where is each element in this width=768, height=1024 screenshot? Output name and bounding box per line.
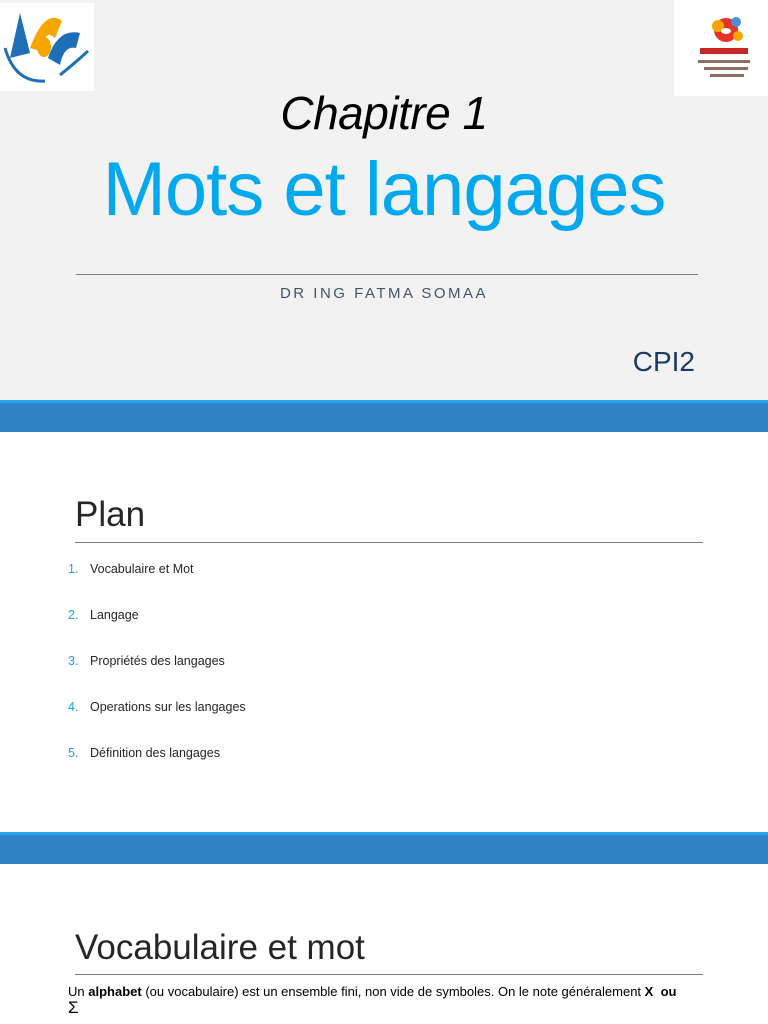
plan-item-label: Vocabulaire et Mot — [90, 562, 194, 576]
definition-term: alphabet — [88, 984, 142, 999]
vocab-divider — [75, 974, 703, 975]
plan-divider — [75, 542, 703, 543]
institute-logo — [674, 0, 768, 96]
plan-item-label: Operations sur les langages — [90, 700, 246, 714]
title-slide — [0, 0, 768, 400]
plan-item — [68, 562, 246, 608]
symbol-sigma: Σ — [68, 998, 79, 1017]
plan-item-label: Définition des langages — [90, 746, 220, 760]
plan-item-number: 3. — [68, 654, 79, 668]
plan-item-number: 5. — [68, 746, 79, 760]
plan-item-label: Langage — [90, 608, 139, 622]
definition-prefix: Un — [68, 984, 89, 999]
plan-item-number: 2. — [68, 608, 79, 622]
university-logo — [0, 3, 94, 91]
symbol-ou: ou — [660, 984, 677, 999]
title-divider — [76, 274, 698, 275]
slide-separator-band — [0, 400, 768, 432]
vocab-title: Vocabulaire et mot — [75, 928, 365, 967]
plan-title: Plan — [75, 495, 146, 534]
alphabet-definition — [68, 984, 758, 999]
plan-item — [68, 608, 246, 654]
band-accent-line — [0, 832, 768, 835]
plan-item-number: 1. — [68, 562, 79, 576]
slide-title: Mots et langages — [102, 147, 666, 232]
slide-separator-band — [0, 832, 768, 864]
plan-item — [68, 746, 246, 792]
symbol-x: X — [644, 984, 654, 999]
plan-item — [68, 654, 246, 700]
author-name: DR ING FATMA SOMAA — [279, 285, 489, 302]
plan-item-number: 4. — [68, 700, 79, 714]
chapter-label: Chapitre 1 — [280, 87, 488, 139]
definition-body: (ou vocabulaire) est un ensemble fini, non vide de symboles. On le note généralement — [141, 984, 645, 999]
plan-item-label: Propriétés des langages — [90, 654, 225, 668]
band-accent-line — [0, 400, 768, 403]
class-tag: CPI2 — [632, 346, 695, 377]
plan-list — [68, 562, 246, 792]
plan-item — [68, 700, 246, 746]
